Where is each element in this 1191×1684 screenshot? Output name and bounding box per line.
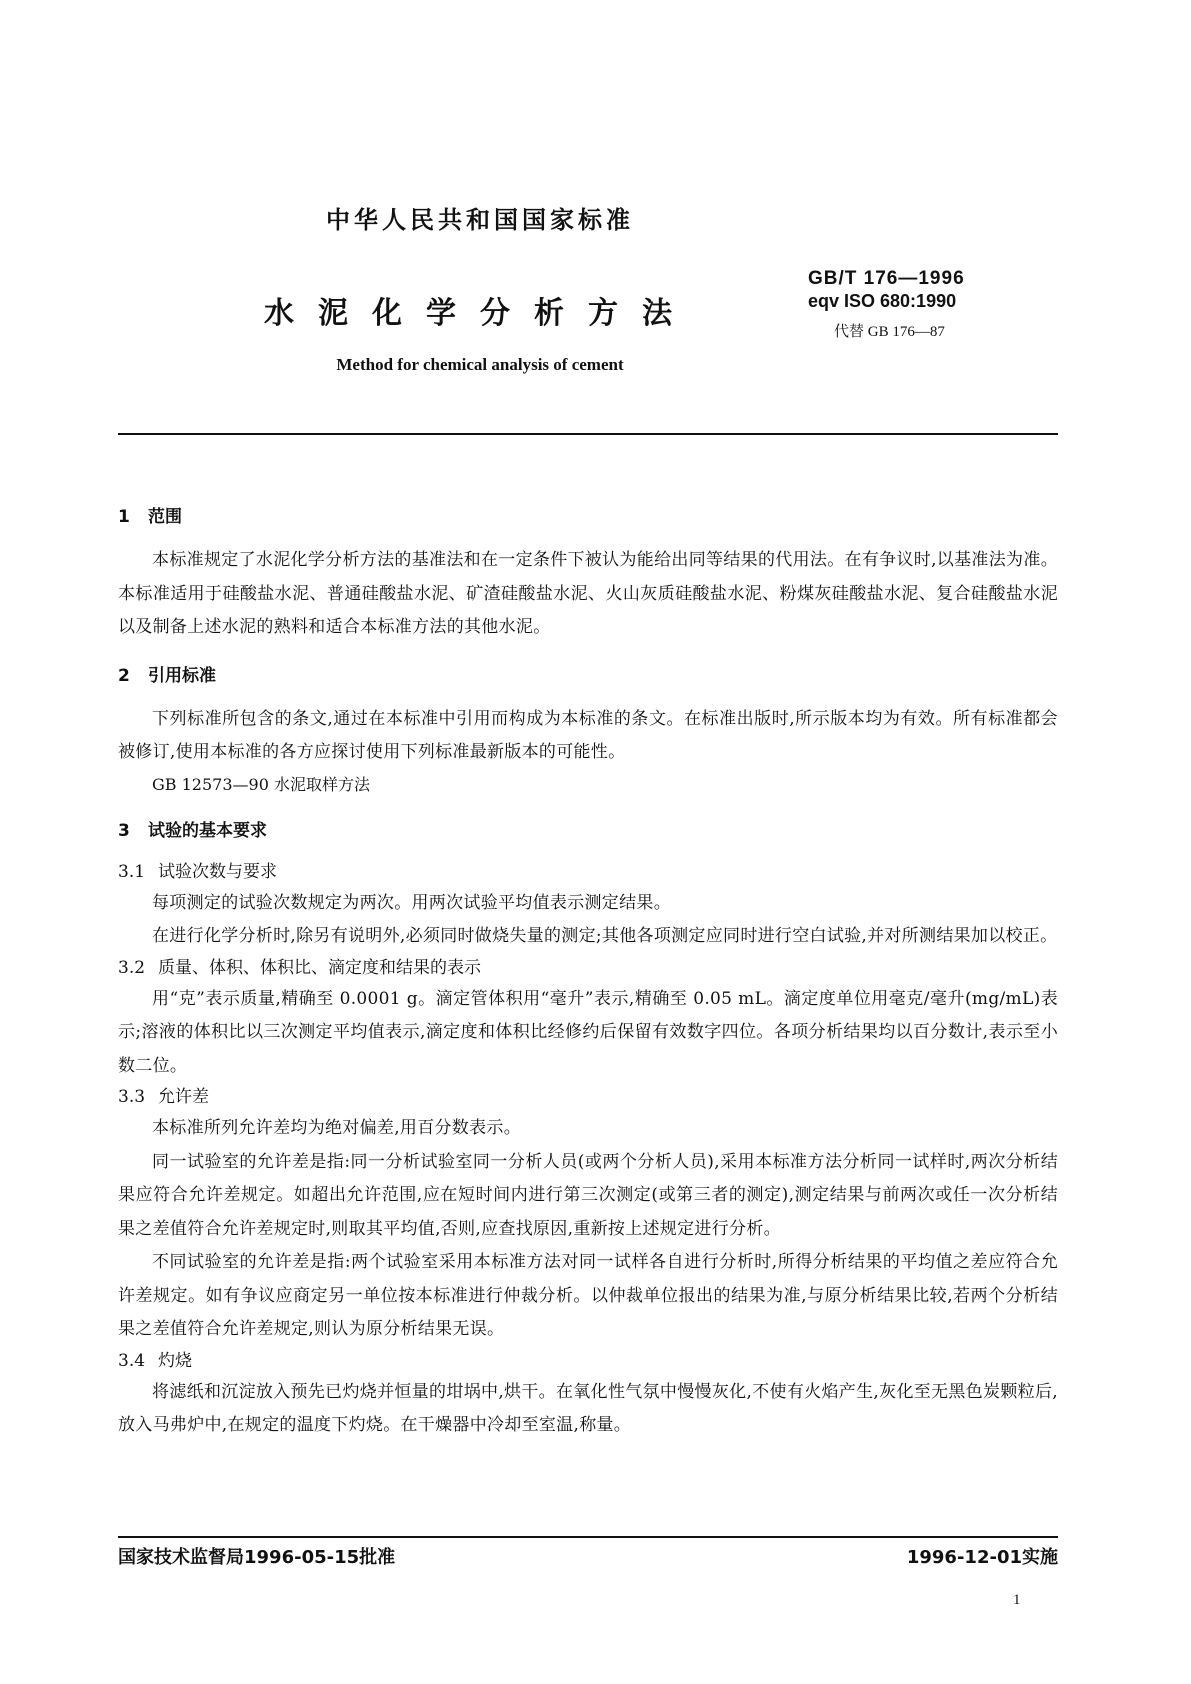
section-title: 范围	[148, 507, 182, 527]
standard-codes	[808, 268, 965, 341]
section-3-2-heading	[118, 954, 1058, 983]
subsection-number: 3.4	[118, 1350, 146, 1371]
equivalent-standard: eqv ISO 680:1990	[808, 291, 957, 311]
approval-date: 国家技术监督局1996-05-15批准	[118, 1547, 396, 1568]
section-3-1-paragraph: 每项测定的试验次数规定为两次。用两次试验平均值表示测定结果。	[152, 892, 671, 913]
subsection-title: 灼烧	[158, 1350, 192, 1371]
section-number: 3	[118, 820, 130, 841]
section-3-2-paragraph: 用“克”表示质量,精确至 0.0001 g。滴定管体积用“毫升”表示,精确至 0.05 mL。滴定度单位用毫克/毫升(mg/mL)表示;溶液的体积比以三次测定平均值表示,滴定度和体积比经修约后保留有效数字四位。各项分析结果均以百分数计,表示至小数二位。	[118, 988, 1058, 1076]
header-divider	[118, 433, 1058, 435]
standard-number: GB/T 176—1996	[808, 268, 965, 289]
subsection-title: 试验次数与要求	[158, 861, 277, 882]
section-3-3-paragraph: 同一试验室的允许差是指:同一分析试验室同一分析人员(或两个分析人员),采用本标准方法分析同一试样时,两次分析结果应符合允许差规定。如超出允许范围,应在短时间内进行第三次测定(或第三者的测定),测定结果与前两次或任一次分析结果之差值符合允许差规定时,则取其平均值,否则,应查找原因,重新按上述规定进行分析。	[118, 1151, 1058, 1239]
section-3-3-paragraph: 不同试验室的允许差是指:两个试验室采用本标准方法对同一试样各自进行分析时,所得分析结果的平均值之差应符合允许差规定。如有争议应商定另一单位按本标准进行仲裁分析。以仲裁单位报出的结果为准,与原分析结果比较,若两个分析结果之差值符合允许差规定,则认为原分析结果无误。	[118, 1252, 1058, 1339]
section-3-3-heading	[118, 1083, 1058, 1112]
effective-date: 1996-12-01实施	[906, 1547, 1058, 1568]
subsection-title: 允许差	[158, 1087, 209, 1107]
subsection-title: 质量、体积、体积比、滴定度和结果的表示	[158, 957, 481, 978]
reference-standard: GB 12573—90 水泥取样方法	[152, 774, 370, 794]
section-title: 试验的基本要求	[148, 820, 267, 841]
section-number: 1	[118, 507, 130, 527]
replaces-standard: 代替 GB 176—87	[834, 324, 945, 340]
subsection-number: 3.3	[118, 1087, 146, 1107]
document-body	[118, 504, 1058, 1443]
footer-divider	[118, 1536, 1058, 1538]
section-1-heading	[118, 504, 1058, 530]
document-title: 水泥化学分析方法	[264, 296, 696, 331]
section-3-1-heading	[118, 858, 1058, 887]
section-2-paragraph: 下列标准所包含的条文,通过在本标准中引用而构成为本标准的条文。在标准出版时,所示版本均为有效。所有标准都会被修订,使用本标准的各方应探讨使用下列标准最新版本的可能性。	[118, 708, 1058, 762]
document-title-english: Method for chemical analysis of cement	[336, 355, 624, 374]
section-3-4-heading	[118, 1347, 1058, 1376]
section-3-3-paragraph: 本标准所列允许差均为绝对偏差,用百分数表示。	[152, 1118, 522, 1138]
section-3-heading	[118, 818, 1058, 844]
section-2-heading	[118, 663, 1058, 689]
section-1-paragraph: 本标准规定了水泥化学分析方法的基准法和在一定条件下被认为能给出同等结果的代用法。在有争议时,以基准法为准。本标准适用于硅酸盐水泥、普通硅酸盐水泥、矿渣硅酸盐水泥、火山灰质硅酸盐水泥、粉煤灰硅酸盐水泥、复合硅酸盐水泥以及制备上述水泥的熟料和适合本标准方法的其他水泥。	[118, 550, 1058, 637]
subsection-number: 3.1	[118, 861, 146, 882]
section-3-4-paragraph: 将滤纸和沉淀放入预先已灼烧并恒量的坩埚中,烘干。在氧化性气氛中慢慢灰化,不使有火焰产生,灰化至无黑色炭颗粒后,放入马弗炉中,在规定的温度下灼烧。在干燥器中冷却至室温,称量。	[118, 1381, 1058, 1435]
section-number: 2	[118, 665, 130, 686]
page-number: 1	[1013, 1592, 1021, 1608]
subsection-number: 3.2	[118, 957, 146, 978]
standard-organization: 中华人民共和国国家标准	[326, 206, 634, 234]
section-title: 引用标准	[148, 665, 216, 686]
section-3-1-paragraph: 在进行化学分析时,除另有说明外,必须同时做烧失量的测定;其他各项测定应同时进行空白试验,并对所测结果加以校正。	[152, 926, 1058, 946]
